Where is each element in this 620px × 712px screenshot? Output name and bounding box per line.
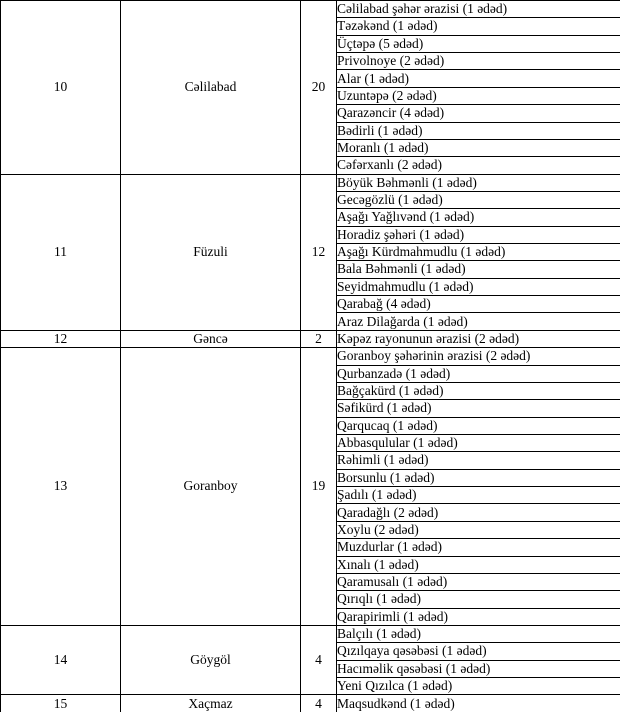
count-cell: 2 (301, 330, 337, 347)
settlement-cell: Uzuntəpə (2 ədəd) (337, 87, 620, 104)
settlement-cell: Bədirli (1 ədəd) (337, 122, 620, 139)
settlement-cell: Qarazəncir (4 ədəd) (337, 105, 620, 122)
settlement-cell: Qarabağ (4 ədəd) (337, 296, 620, 313)
settlement-cell: Cəlilabad şəhər ərazisi (1 ədəd) (337, 1, 620, 18)
table-row (1, 348, 620, 365)
table-row (1, 330, 620, 347)
row-number-cell: 11 (1, 174, 121, 330)
settlement-cell: Kəpəz rayonunun ərazisi (2 ədəd) (337, 330, 620, 347)
settlement-cell: Qırıqlı (1 ədəd) (337, 591, 620, 608)
settlement-cell: Qurbanzadə (1 ədəd) (337, 365, 620, 382)
settlement-cell: Araz Dilağarda (1 ədəd) (337, 313, 620, 330)
settlement-cell: Hacıməlik qəsəbəsi (1 ədəd) (337, 660, 620, 677)
settlement-cell: Aşağı Kürdmahmudlu (1 ədəd) (337, 244, 620, 261)
row-number-cell: 12 (1, 330, 121, 347)
settlement-cell: Qaradağlı (2 ədəd) (337, 504, 620, 521)
table-row (1, 695, 620, 712)
settlement-cell: Borsunlu (1 ədəd) (337, 469, 620, 486)
settlement-cell: Üçtəpə (5 ədəd) (337, 35, 620, 52)
settlement-cell: Yeni Qızılca (1 ədəd) (337, 678, 620, 695)
settlement-cell: Moranlı (1 ədəd) (337, 139, 620, 156)
settlement-cell: Təzəkənd (1 ədəd) (337, 18, 620, 35)
count-cell: 4 (301, 625, 337, 694)
table-row (1, 174, 620, 191)
row-number-cell: 14 (1, 625, 121, 694)
count-cell: 4 (301, 695, 337, 712)
settlement-cell: Qaramusalı (1 ədəd) (337, 573, 620, 590)
district-cell: Füzuli (121, 174, 301, 330)
table-row (1, 625, 620, 642)
settlement-cell: Bala Bəhmənli (1 ədəd) (337, 261, 620, 278)
district-cell: Gəncə (121, 330, 301, 347)
settlement-cell: Aşağı Yağlıvənd (1 ədəd) (337, 209, 620, 226)
row-number-cell: 15 (1, 695, 121, 712)
settlement-cell: Privolnoye (2 ədəd) (337, 53, 620, 70)
settlement-cell: Rəhimli (1 ədəd) (337, 452, 620, 469)
district-cell: Xaçmaz (121, 695, 301, 712)
settlement-cell: Böyük Bəhmənli (1 ədəd) (337, 174, 620, 191)
settlement-cell: Xoylu (2 ədəd) (337, 521, 620, 538)
settlement-cell: Qızılqaya qəsəbəsi (1 ədəd) (337, 643, 620, 660)
district-cell: Göygöl (121, 625, 301, 694)
settlement-cell: Muzdurlar (1 ədəd) (337, 539, 620, 556)
row-number-cell: 10 (1, 1, 121, 175)
settlement-cell: Qarapirimli (1 ədəd) (337, 608, 620, 625)
count-cell: 20 (301, 1, 337, 175)
settlement-cell: Horadiz şəhəri (1 ədəd) (337, 226, 620, 243)
settlement-cell: Seyidmahmudlu (1 ədəd) (337, 278, 620, 295)
settlement-cell: Gecəgözlü (1 ədəd) (337, 191, 620, 208)
settlement-cell: Bağçakürd (1 ədəd) (337, 382, 620, 399)
row-number-cell: 13 (1, 348, 121, 626)
settlement-cell: Xınalı (1 ədəd) (337, 556, 620, 573)
district-cell: Cəlilabad (121, 1, 301, 175)
settlement-cell: Balçılı (1 ədəd) (337, 625, 620, 642)
settlement-cell: Alar (1 ədəd) (337, 70, 620, 87)
count-cell: 12 (301, 174, 337, 330)
settlement-cell: Maqsudkənd (1 ədəd) (337, 695, 620, 712)
count-cell: 19 (301, 348, 337, 626)
district-cell: Goranboy (121, 348, 301, 626)
settlement-cell: Qarqucaq (1 ədəd) (337, 417, 620, 434)
settlement-cell: Cəfərxanlı (2 ədəd) (337, 157, 620, 174)
settlement-cell: Goranboy şəhərinin ərazisi (2 ədəd) (337, 348, 620, 365)
table-row (1, 1, 620, 18)
settlement-cell: Abbasqulular (1 ədəd) (337, 434, 620, 451)
settlement-cell: Şadılı (1 ədəd) (337, 487, 620, 504)
settlement-cell: Səfikürd (1 ədəd) (337, 400, 620, 417)
